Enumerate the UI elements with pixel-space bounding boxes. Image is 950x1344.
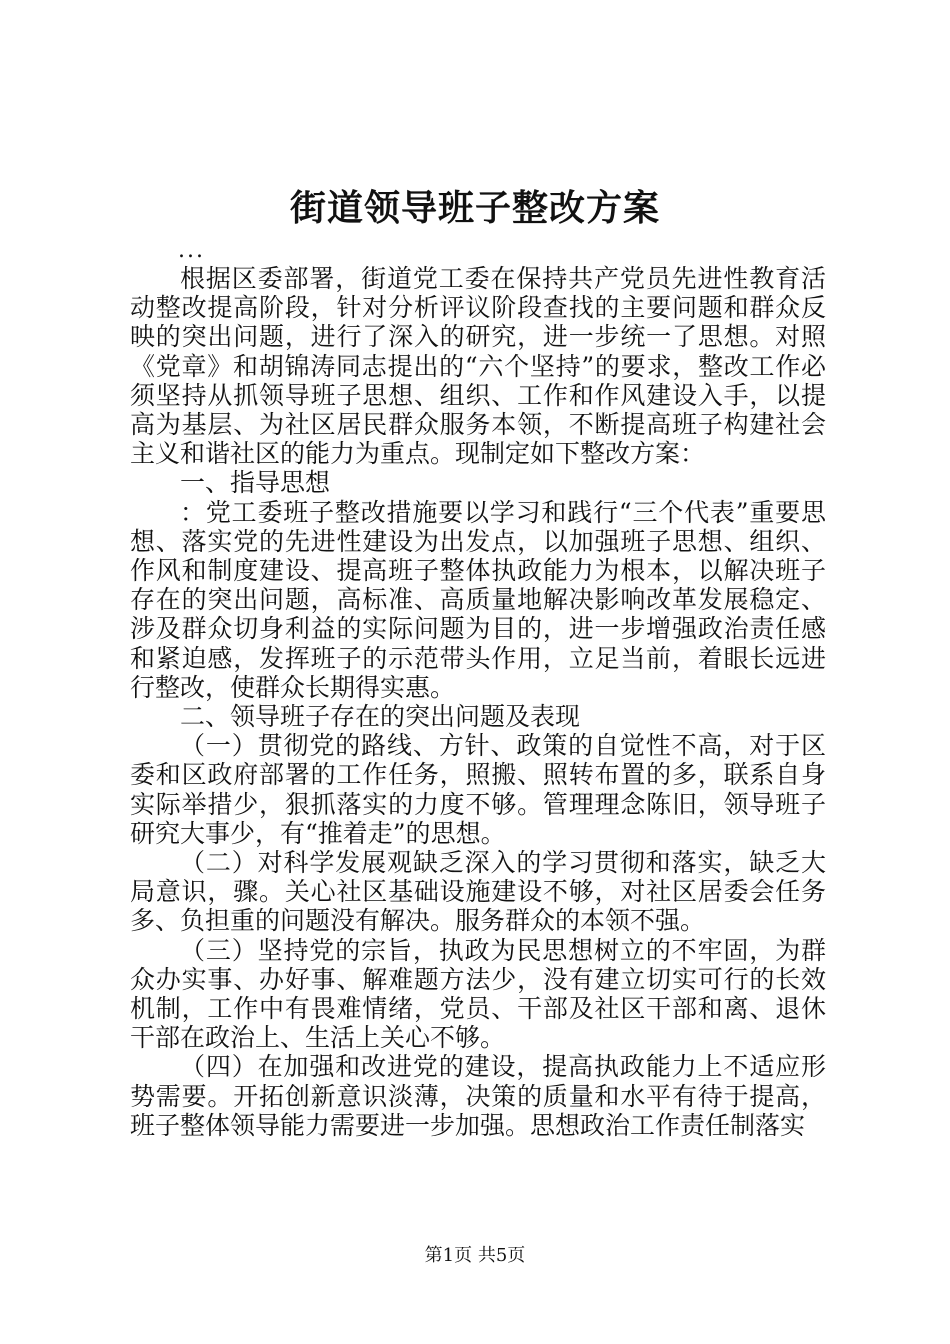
ellipsis-marker: ...: [178, 238, 205, 263]
paragraph-problem-4: （四）在加强和改进党的建设，提高执政能力上不适应形势需要。开拓创新意识淡薄，决策的质量和水平有待于提高，班子整体领导能力需要进一步加强。思想政治工作责任制落实: [130, 1052, 826, 1140]
paragraph-problem-2: （二）对科学发展观缺乏深入的学习贯彻和落实，缺乏大局意识，骤。关心社区基础设施建设不够，对社区居委会任务多、负担重的问题没有解决。服务群众的本领不强。: [130, 848, 826, 936]
heading-guiding-ideology: 一、指导思想: [180, 468, 331, 498]
paragraph-problem-3: （三）坚持党的宗旨，执政为民思想树立的不牢固，为群众办实事、办好事、解难题方法少，没有建立切实可行的长效机制，工作中有畏难情绪，党员、干部及社区干部和离、退休干部在政治上、生活上关心不够。: [130, 935, 826, 1053]
page-footer: 第1页 共5页: [424, 1245, 526, 1266]
document-body: [130, 264, 826, 1140]
document-title: 街道领导班子整改方案: [289, 187, 660, 229]
heading-problems: 二、领导班子存在的突出问题及表现: [180, 702, 581, 732]
paragraph-guiding-ideology: ：党工委班子整改措施要以学习和践行“三个代表”重要思想、落实党的先进性建设为出发点，以加强班子思想、组织、作风和制度建设、提高班子整体执政能力为根本，以解决班子存在的突出问题，高标准、高质量地解决影响改革发展稳定、涉及群众切身利益的实际问题为目的，进一步增强政治责任感和紧迫感，发挥班子的示范带头作用，立足当前，着眼长远进行整改，使群众长期得实惠。: [130, 497, 826, 702]
paragraph-problem-1: （一）贯彻党的路线、方针、政策的自觉性不高，对于区委和区政府部署的工作任务，照搬、照转布置的多，联系自身实际举措少，狠抓落实的力度不够。管理理念陈旧，领导班子研究大事少，有“推着走”的思想。: [130, 731, 826, 848]
paragraph-intro: 根据区委部署，街道党工委在保持共产党员先进性教育活动整改提高阶段，针对分析评议阶段查找的主要问题和群众反映的突出问题，进行了深入的研究，进一步统一了思想。对照《党章》和胡锦涛同志提出的“六个坚持”的要求，整改工作必须坚持从抓领导班子思想、组织、工作和作风建设入手，以提高为基层、为社区居民群众服务本领，不断提高班子构建社会主义和谐社区的能力为重点。现制定如下整改方案：: [130, 264, 826, 469]
